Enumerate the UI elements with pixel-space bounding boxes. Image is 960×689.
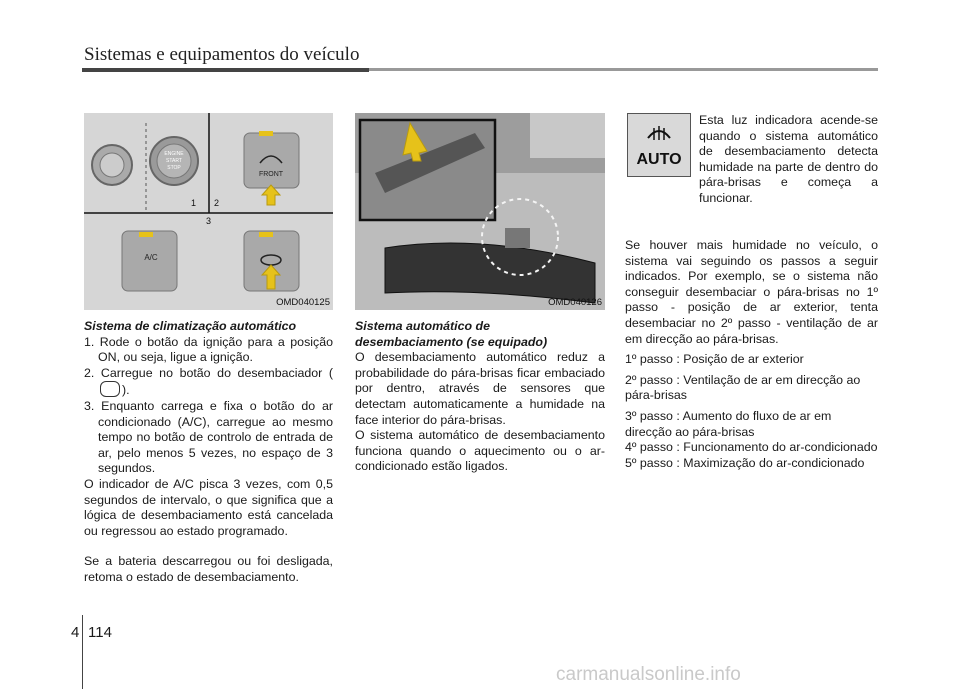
- section-heading: desembaciamento (se equipado): [355, 334, 548, 349]
- callout-1: 1: [191, 198, 197, 208]
- header-rule-accent: [82, 68, 369, 72]
- paragraph: O sistema automático de desembaciamento funciona quando o aquecimento ou o ar-condicionado estão ligados.: [355, 428, 605, 474]
- list-item: 1º passo : Posição de ar exterior: [625, 352, 804, 367]
- column-defog-steps: [625, 238, 878, 471]
- engine-label: ENGINE: [164, 151, 184, 157]
- chapter-number: 4: [71, 624, 80, 641]
- section-heading: Sistema de climatização automático: [84, 319, 297, 333]
- defrost-icon: [100, 381, 120, 397]
- stop-label: STOP: [167, 165, 181, 171]
- auto-defog-indicator: [627, 113, 691, 177]
- indicator-description: Esta luz indicadora acende-se quando o sistema automático de desembaciamento detecta humidade na parte de dentro do pára-brisas e começa a funcionar.: [699, 113, 878, 205]
- column-auto-defog: [355, 319, 605, 475]
- column-climate-auto: [84, 319, 333, 586]
- list-item: 2. Carregue no botão do desembaciador ().: [84, 365, 333, 398]
- paragraph: Se houver mais humidade no veículo, o sistema vai seguindo os passos a seguir indicados. Por exemplo, se o sistema não conseguir desembaciar o pára-brisas no 1º passo - posição de ar exterior, tenta desembaciar no 2º passo - ventilação de ar em direcção ao pára-brisas.: [625, 238, 878, 346]
- figure-climate-controls: [84, 113, 333, 310]
- paragraph: O desembaciamento automático reduz a probabilidade do pára-brisas ficar embaciado por dentro, através de sensores que detectam automaticamente a humidade na face interior do pára-brisas.: [355, 350, 605, 427]
- auto-defog-icon: [628, 114, 690, 176]
- list-item: 1. Rode o botão da ignição para a posição ON, ou seja, ligue a ignição.: [84, 334, 333, 365]
- ac-label: A/C: [144, 253, 158, 262]
- page-number: 114: [88, 624, 112, 641]
- section-heading: Sistema automático de: [355, 319, 490, 333]
- callout-2: 2: [214, 198, 220, 208]
- climate-controls-illustration: [84, 113, 333, 310]
- figure-id: OMD040125: [276, 297, 330, 308]
- watermark: carmanualsonline.info: [556, 664, 741, 685]
- mirror-sensor-illustration: [355, 113, 605, 310]
- footer-rule: [82, 615, 83, 689]
- list-item: 3º passo : Aumento do fluxo de ar em direcção ao pára-brisas: [625, 408, 832, 439]
- figure-id: OMD040126: [548, 297, 602, 308]
- list-item: 3. Enquanto carrega e fixa o botão do ar condicionado (A/C), carregue ao mesmo tempo no botão de controlo de entrada de ar, pelo menos 5 vezes, no espaço de 3 segundos.: [84, 398, 333, 476]
- list-item: 5º passo : Maximização do ar-condicionado: [625, 455, 865, 470]
- page-header-title: Sistemas e equipamentos do veículo: [84, 44, 360, 65]
- figure-mirror-sensor: [355, 113, 605, 310]
- auto-label: AUTO: [636, 151, 682, 168]
- list-item: 4º passo : Funcionamento do ar-condicionado: [625, 440, 878, 455]
- list-item: 2º passo : Ventilação de ar em direcção ao pára-brisas: [625, 372, 861, 403]
- front-label: FRONT: [258, 171, 284, 178]
- paragraph: Se a bateria descarregou ou foi desligada, retoma o estado de desembaciamento.: [84, 554, 333, 584]
- paragraph: O indicador de A/C pisca 3 vezes, com 0,5 segundos de intervalo, o que significa que a lógica de desembaciamento está cancelada ou regressou ao estado programado.: [84, 476, 333, 538]
- start-label: START: [166, 158, 182, 164]
- callout-3: 3: [206, 216, 212, 226]
